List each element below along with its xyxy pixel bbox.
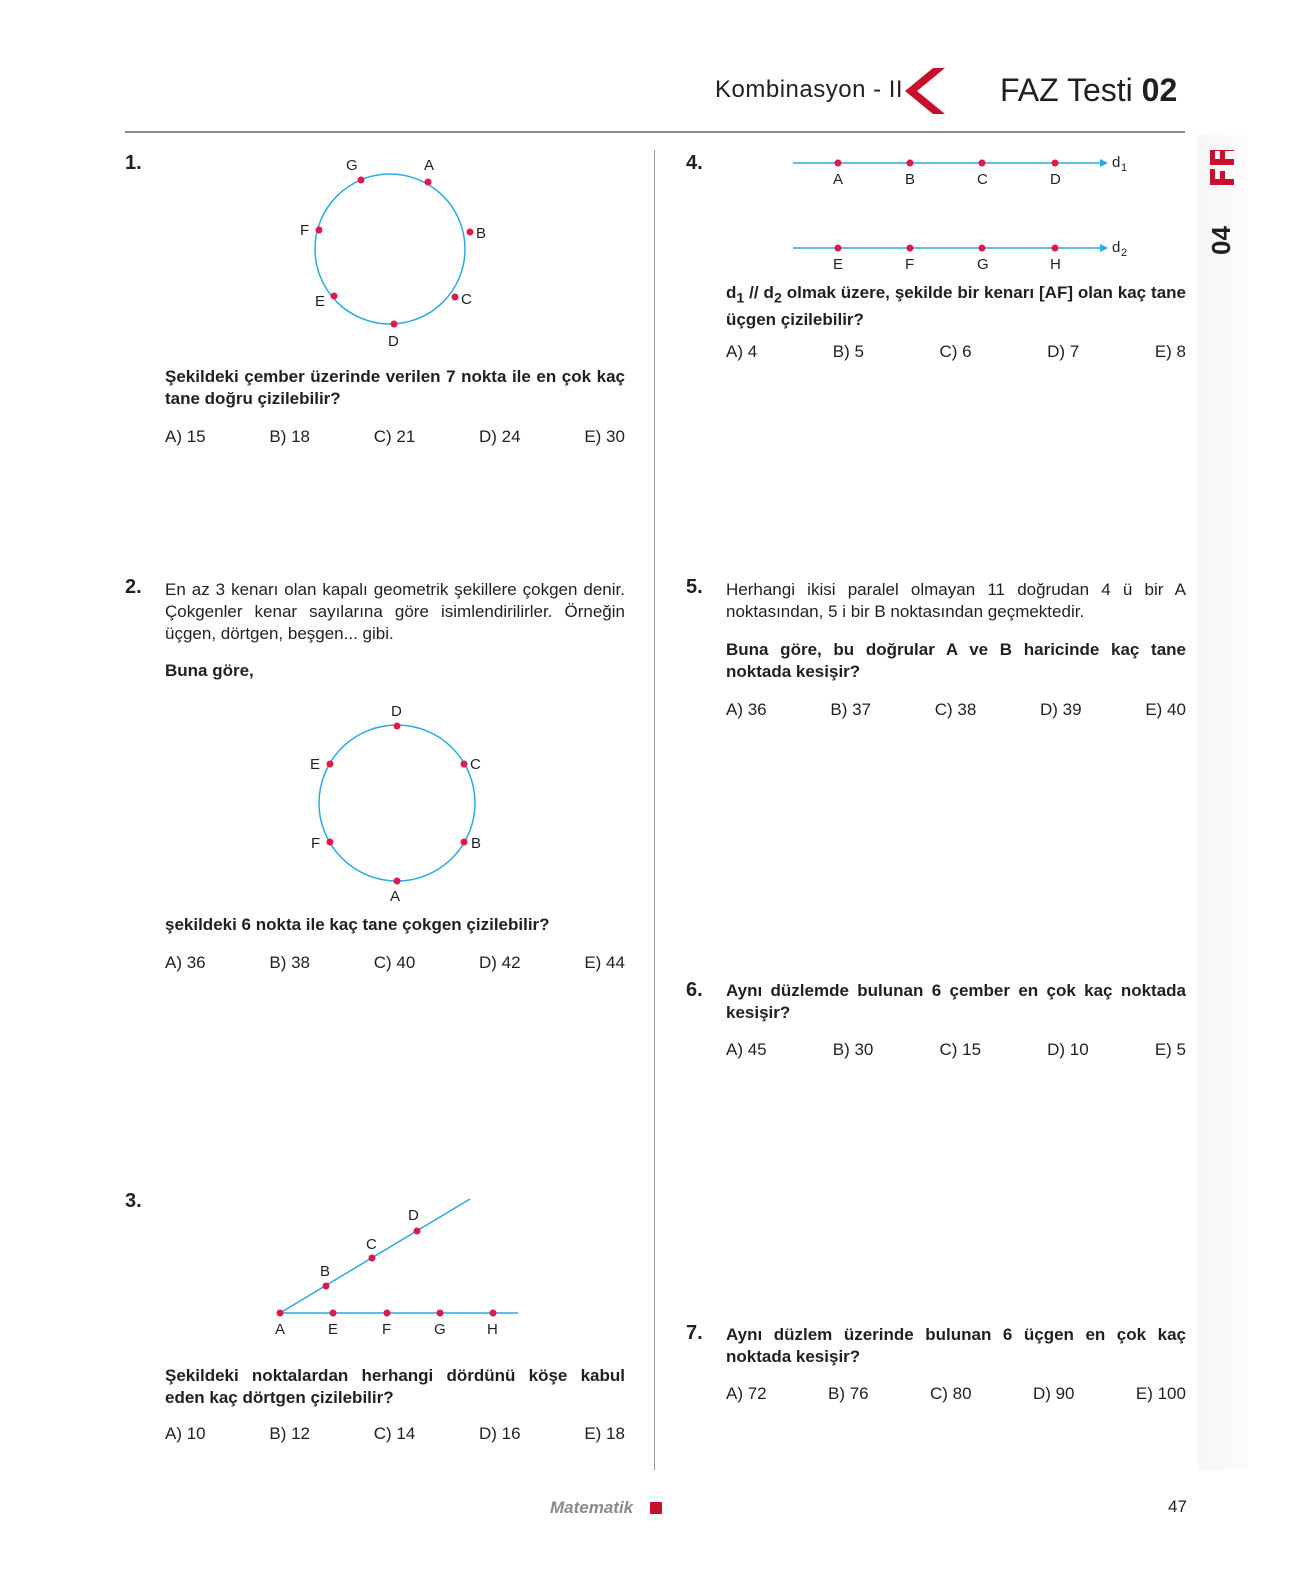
option-c[interactable]: C) 80 bbox=[930, 1384, 972, 1403]
q3-label: E bbox=[328, 1321, 339, 1335]
side-badge-number: 04 bbox=[1206, 226, 1236, 255]
q1-label: B bbox=[476, 225, 487, 242]
option-c[interactable]: C) 40 bbox=[373, 953, 416, 972]
option-c[interactable]: C) 14 bbox=[373, 1424, 416, 1443]
q4-line-label-d1: d bbox=[1112, 154, 1121, 171]
q4-point-a bbox=[835, 160, 842, 167]
test-number: 02 bbox=[1141, 72, 1178, 108]
q1-point-d bbox=[391, 321, 398, 328]
q2-point-a bbox=[394, 878, 401, 885]
faz-logo-icon bbox=[1210, 150, 1234, 185]
q3-ray-upper bbox=[280, 1199, 470, 1313]
q4-label: F bbox=[905, 256, 915, 273]
option-b[interactable]: B) 37 bbox=[830, 700, 871, 719]
question-2-text: şekildeki 6 nokta ile kaç tane çokgen çizilebilir? bbox=[165, 915, 550, 934]
q3-point-d bbox=[414, 1228, 421, 1235]
header-divider bbox=[125, 131, 1185, 133]
q1-point-a bbox=[425, 179, 432, 186]
q1-point-c bbox=[452, 294, 459, 301]
question-1-options bbox=[165, 427, 625, 447]
q2-point-f bbox=[327, 839, 334, 846]
q2-point-b bbox=[461, 839, 468, 846]
option-c[interactable]: C) 15 bbox=[939, 1040, 982, 1059]
option-d[interactable]: D) 10 bbox=[1047, 1040, 1089, 1059]
q1-point-b bbox=[467, 229, 474, 236]
question-4-number: 4. bbox=[686, 152, 703, 174]
footer-subject: Matematik bbox=[550, 1498, 634, 1517]
q1-point-e bbox=[331, 293, 338, 300]
question-7-number: 7. bbox=[686, 1322, 703, 1344]
option-e[interactable]: E) 8 bbox=[1154, 342, 1186, 361]
q4-text-part: olmak üzere, şekilde bir kenarı [AF] olan kaç tane üçgen çizilebilir? bbox=[726, 283, 1187, 330]
q3-angle-figure bbox=[260, 1185, 530, 1335]
option-e[interactable]: E) 40 bbox=[1145, 700, 1186, 719]
option-b[interactable]: B) 5 bbox=[832, 342, 864, 361]
option-e[interactable]: E) 100 bbox=[1135, 1384, 1186, 1403]
q1-point-g bbox=[358, 177, 365, 184]
q2-point-e bbox=[327, 761, 334, 768]
q4-label: C bbox=[977, 171, 988, 188]
q4-text-part: d bbox=[726, 283, 737, 302]
q1-label: F bbox=[300, 222, 310, 239]
q2-label: A bbox=[390, 888, 401, 905]
option-c[interactable]: C) 6 bbox=[939, 342, 972, 361]
question-6-number: 6. bbox=[686, 979, 703, 1001]
q1-circle-figure bbox=[290, 150, 500, 350]
side-strip bbox=[1198, 135, 1248, 1470]
question-3-options bbox=[165, 1424, 625, 1444]
option-a[interactable]: A) 36 bbox=[726, 700, 767, 719]
question-2-number: 2. bbox=[125, 576, 142, 598]
q1-label: D bbox=[388, 333, 399, 350]
q4-point-g bbox=[979, 245, 986, 252]
q4-label: H bbox=[1050, 256, 1061, 273]
q2-label: D bbox=[391, 703, 402, 720]
q1-point-f bbox=[316, 227, 323, 234]
page-number: 47 bbox=[1168, 1497, 1187, 1516]
question-4-options bbox=[726, 342, 1186, 362]
question-2-intro: En az 3 kenarı olan kapalı geometrik şekillere çokgen denir. Çokgenler kenar sayılarına göre isimlendirilirler. Örneğin üçgen, dörtgen, beşgen... gibi. bbox=[165, 580, 625, 643]
question-7-options bbox=[726, 1384, 1186, 1404]
option-a[interactable]: A) 72 bbox=[726, 1384, 767, 1403]
q4-label: G bbox=[977, 256, 989, 273]
option-a[interactable]: A) 36 bbox=[165, 953, 206, 972]
q3-label: B bbox=[320, 1263, 331, 1280]
option-a[interactable]: A) 4 bbox=[726, 342, 758, 361]
option-d[interactable]: D) 16 bbox=[479, 1424, 521, 1443]
option-a[interactable]: A) 10 bbox=[165, 1424, 206, 1443]
side-faz-badge bbox=[1200, 150, 1244, 260]
option-c[interactable]: C) 21 bbox=[373, 427, 416, 446]
option-e[interactable]: E) 5 bbox=[1154, 1040, 1186, 1059]
option-d[interactable]: D) 42 bbox=[479, 953, 521, 972]
q1-circle bbox=[315, 174, 465, 324]
q4-point-h bbox=[1052, 245, 1059, 252]
question-2-options bbox=[165, 953, 625, 973]
q3-label: H bbox=[487, 1321, 498, 1335]
test-title bbox=[1000, 72, 1177, 109]
option-e[interactable]: E) 30 bbox=[584, 427, 625, 446]
chevron-logo-icon bbox=[895, 66, 945, 116]
q1-label: G bbox=[346, 157, 358, 174]
q4-label: E bbox=[833, 256, 844, 273]
question-5-options bbox=[726, 700, 1186, 720]
test-label: FAZ Testi bbox=[1000, 72, 1133, 108]
q4-line-label-sub: 2 bbox=[1121, 247, 1128, 259]
q3-label: D bbox=[408, 1207, 419, 1224]
q4-label: B bbox=[905, 171, 916, 188]
q3-label: G bbox=[434, 1321, 446, 1335]
question-6-options bbox=[726, 1040, 1186, 1060]
question-7-text: Aynı düzlem üzerinde bulunan 6 üçgen en çok kaç noktada kesişir? bbox=[726, 1325, 1186, 1366]
question-1-number: 1. bbox=[125, 152, 142, 174]
question-2-lead: Buna göre, bbox=[165, 661, 254, 680]
option-b[interactable]: B) 12 bbox=[269, 1424, 310, 1443]
option-b[interactable]: B) 38 bbox=[269, 953, 310, 972]
q3-point-f bbox=[384, 1310, 391, 1317]
q3-point-a bbox=[277, 1310, 284, 1317]
q1-label: A bbox=[424, 157, 435, 174]
q4-label: A bbox=[833, 171, 844, 188]
option-c[interactable]: C) 38 bbox=[934, 700, 977, 719]
q3-point-h bbox=[490, 1310, 497, 1317]
q2-point-c bbox=[461, 761, 468, 768]
q2-label: C bbox=[470, 756, 481, 773]
arrow-right-icon bbox=[1100, 244, 1108, 252]
question-3-text: Şekildeki noktalardan herhangi dördünü köşe kabul eden kaç dörtgen çizilebilir? bbox=[165, 1366, 625, 1407]
footer-square-icon bbox=[650, 1502, 662, 1514]
q2-circle-figure bbox=[290, 690, 500, 905]
question-3-number: 3. bbox=[125, 1190, 142, 1212]
option-a[interactable]: A) 45 bbox=[726, 1040, 767, 1059]
q3-label: F bbox=[382, 1321, 392, 1335]
q2-label: E bbox=[310, 756, 321, 773]
q4-label: D bbox=[1050, 171, 1061, 188]
option-d[interactable]: D) 7 bbox=[1047, 342, 1080, 361]
q2-circle bbox=[319, 725, 475, 881]
q3-point-b bbox=[323, 1283, 330, 1290]
q4-point-b bbox=[907, 160, 914, 167]
option-d[interactable]: D) 39 bbox=[1040, 700, 1082, 719]
arrow-right-icon bbox=[1100, 159, 1108, 167]
q1-label: C bbox=[461, 291, 472, 308]
question-5-number: 5. bbox=[686, 576, 703, 598]
option-b[interactable]: B) 30 bbox=[832, 1040, 874, 1059]
q3-point-e bbox=[330, 1310, 337, 1317]
question-6-text: Aynı düzlemde bulunan 6 çember en çok kaç noktada kesişir? bbox=[726, 981, 1186, 1022]
q3-point-c bbox=[369, 1255, 376, 1262]
question-5-text: Buna göre, bu doğrular A ve B haricinde kaç tane noktada kesişir? bbox=[726, 640, 1186, 681]
q4-point-f bbox=[907, 245, 914, 252]
question-1-text: Şekildeki çember üzerinde verilen 7 nokta ile en çok kaç tane doğru çizilebilir? bbox=[165, 367, 625, 408]
chapter-title: Kombinasyon - II bbox=[715, 76, 904, 103]
q4-line-label-sub: 1 bbox=[1121, 162, 1128, 174]
option-b[interactable]: B) 76 bbox=[828, 1384, 869, 1403]
q1-label: E bbox=[315, 293, 326, 310]
q4-text-sub: 1 bbox=[736, 290, 745, 307]
q4-point-e bbox=[835, 245, 842, 252]
q4-parallel-lines-figure bbox=[780, 150, 1130, 275]
question-4-text bbox=[726, 282, 1186, 331]
q2-point-d bbox=[394, 723, 401, 730]
option-b[interactable]: B) 18 bbox=[269, 427, 310, 446]
q4-text-sub: 2 bbox=[773, 290, 782, 307]
q3-label: C bbox=[366, 1236, 377, 1253]
option-e[interactable]: E) 44 bbox=[584, 953, 625, 972]
q2-label: B bbox=[471, 835, 482, 852]
option-d[interactable]: D) 24 bbox=[479, 427, 521, 446]
option-e[interactable]: E) 18 bbox=[584, 1424, 625, 1443]
column-divider bbox=[654, 150, 655, 1470]
q3-label: A bbox=[275, 1321, 286, 1335]
q4-text-part: // d bbox=[744, 283, 774, 302]
q4-point-c bbox=[979, 160, 986, 167]
option-a[interactable]: A) 15 bbox=[165, 427, 206, 446]
option-d[interactable]: D) 90 bbox=[1032, 1384, 1075, 1403]
q2-label: F bbox=[311, 835, 321, 852]
question-5-intro: Herhangi ikisi paralel olmayan 11 doğrudan 4 ü bir A noktasından, 5 i bir B noktasından geçmektedir. bbox=[726, 580, 1186, 621]
q4-point-d bbox=[1052, 160, 1059, 167]
q3-point-g bbox=[437, 1310, 444, 1317]
q4-line-label-d2: d bbox=[1112, 239, 1121, 256]
